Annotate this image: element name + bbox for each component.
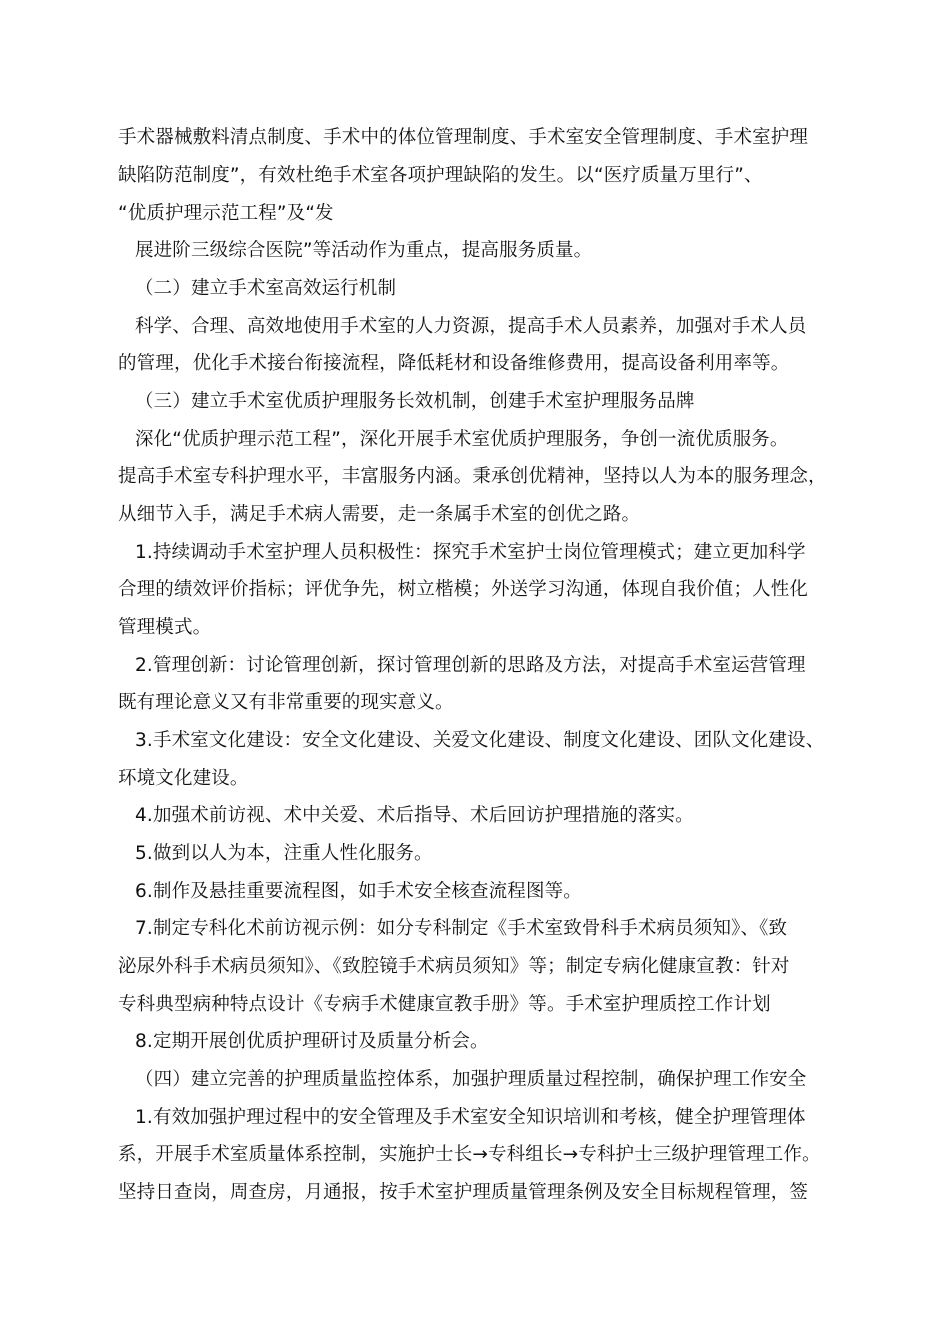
list-item: 1.有效加强护理过程中的安全管理及手术室安全知识培训和考核，健全护理管理体 xyxy=(135,1107,806,1128)
text-line: 环境文化建设。 xyxy=(118,768,249,789)
text-line: 合理的绩效评价指标；评优争先，树立楷模；外送学习沟通，体现自我价值；人性化 xyxy=(118,579,809,600)
text-line: 提高手术室专科护理水平，丰富服务内涵。秉承创优精神，坚持以人为本的服务理念， xyxy=(118,466,827,487)
list-item: 3.手术室文化建设：安全文化建设、关爱文化建设、制度文化建设、团队文化建设、 xyxy=(135,730,825,751)
text-line: 展进阶三级综合医院”等活动作为重点，提高服务质量。 xyxy=(135,240,593,261)
list-item: 5.做到以人为本，注重人性化服务。 xyxy=(135,843,433,864)
text-line: 专科典型病种特点设计《专病手术健康宣教手册》等。手术室护理质控工作计划 xyxy=(118,994,771,1015)
text-line: “优质护理示范工程”及“发 xyxy=(118,203,334,224)
list-item: 2.管理创新：讨论管理创新，探讨管理创新的思路及方法，对提高手术室运营管理 xyxy=(135,655,806,676)
text-line: 缺陷防范制度”，有效杜绝手术室各项护理缺陷的发生。以“医疗质量万里行”、 xyxy=(118,165,763,186)
section-heading: （四）建立完善的护理质量监控体系，加强护理质量过程控制，确保护理工作安全 xyxy=(135,1069,807,1090)
text-line: 的管理，优化手术接台衔接流程，降低耗材和设备维修费用，提高设备利用率等。 xyxy=(118,353,790,374)
section-heading: （三）建立手术室优质护理服务长效机制，创建手术室护理服务品牌 xyxy=(135,391,695,412)
section-heading: （二）建立手术室高效运行机制 xyxy=(135,278,397,299)
list-item: 6.制作及悬挂重要流程图，如手术安全核查流程图等。 xyxy=(135,881,582,902)
text-line: 手术器械敷料清点制度、手术中的体位管理制度、手术室安全管理制度、手术室护理 xyxy=(118,127,809,148)
list-item: 4.加强术前访视、术中关爱、术后指导、术后回访护理措施的落实。 xyxy=(135,805,694,826)
text-line: 管理模式。 xyxy=(118,617,212,638)
list-item: 1.持续调动手术室护理人员积极性：探究手术室护士岗位管理模式；建立更加科学 xyxy=(135,542,806,563)
text-line: 系，开展手术室质量体系控制，实施护士长→专科组长→专科护士三级护理管理工作。 xyxy=(118,1144,821,1165)
text-line: 从细节入手，满足手术病人需要，走一条属手术室的创优之路。 xyxy=(118,504,641,525)
text-line: 既有理论意义又有非常重要的现实意义。 xyxy=(118,692,454,713)
text-line: 深化“优质护理示范工程”，深化开展手术室优质护理服务，争创一流优质服务。 xyxy=(135,429,789,450)
text-line: 坚持日查岗，周查房，月通报，按手术室护理质量管理条例及安全目标规程管理，签 xyxy=(118,1182,809,1203)
text-line: 科学、合理、高效地使用手术室的人力资源，提高手术人员素养，加强对手术人员 xyxy=(135,316,807,337)
list-item: 7.制定专科化术前访视示例：如分专科制定《手术室致骨科手术病员须知》、《致 xyxy=(135,918,788,939)
text-line: 泌尿外科手术病员须知》、《致腔镜手术病员须知》等；制定专病化健康宣教：针对 xyxy=(118,956,790,977)
list-item: 8.定期开展创优质护理研讨及质量分析会。 xyxy=(135,1031,489,1052)
